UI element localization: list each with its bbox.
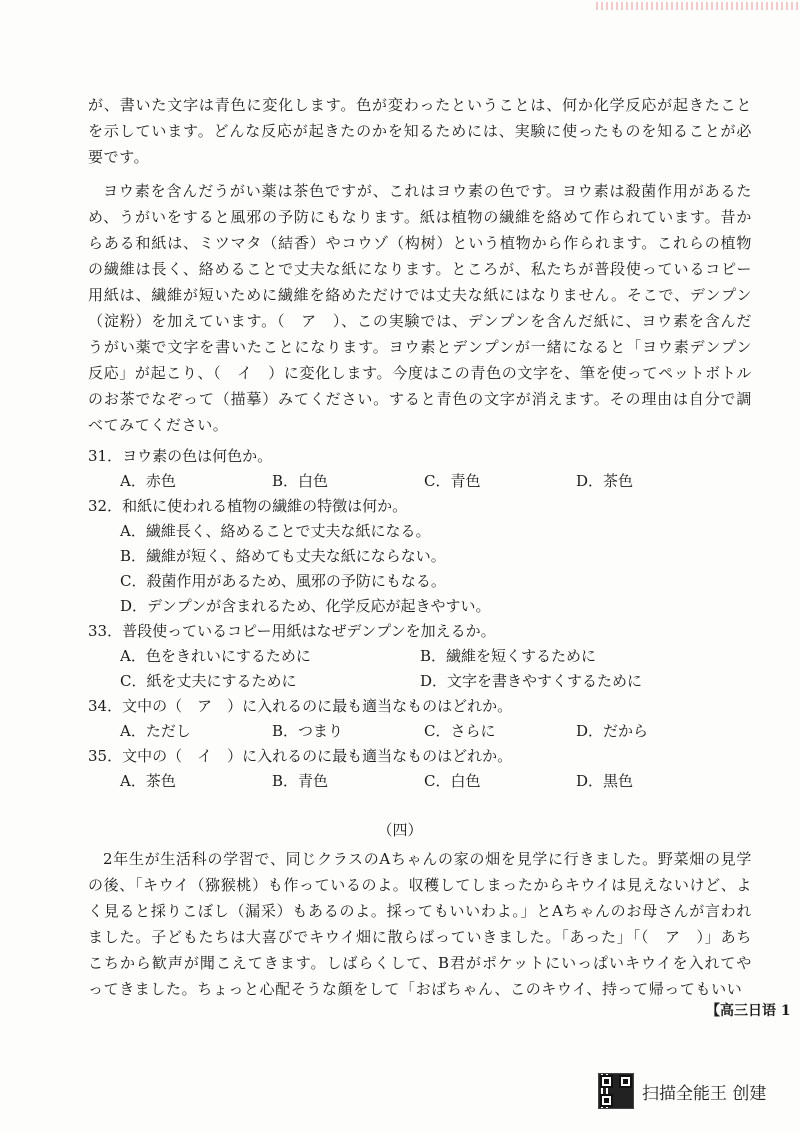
- option-d: D．黒色: [576, 772, 634, 790]
- question-32: [88, 494, 768, 619]
- option-c: C．殺菌作用があるため、風邪の予防にもなる。: [120, 572, 446, 590]
- question-stem: 34．文中の（ ア ）に入れるのに最も適当なものはどれか。: [88, 697, 513, 715]
- option-c: C．青色: [424, 472, 481, 490]
- option-d: D．だから: [576, 722, 649, 740]
- option-d: D．茶色: [576, 472, 634, 490]
- option-row: [120, 669, 768, 694]
- option-b: B．青色: [272, 772, 329, 790]
- option-a: A．繊維長く、絡めることで丈夫な紙になる。: [120, 522, 431, 540]
- reading-passage-4: [88, 846, 752, 1002]
- question-stem: 33．普段使っているコピー用紙はなぜデンプンを加えるか。: [88, 622, 496, 640]
- question-33: [88, 619, 768, 694]
- option-d: D．デンプンが含まれるため、化学反応が起きやすい。: [120, 597, 491, 615]
- qr-code-icon: [598, 1073, 634, 1109]
- option-row: [120, 644, 768, 669]
- option-c: C．さらに: [424, 722, 496, 740]
- reading-passage: [88, 92, 752, 438]
- question-35: [88, 744, 768, 794]
- option-c: C．白色: [424, 772, 481, 790]
- passage-4-paragraph-1: 2年生が生活科の学習で、同じクラスのAちゃんの家の畑を見学に行きました。野菜畑の見学の後、「キウイ（猕猴桃）も作っているのよ。収穫してしまったからキウイは見えないけど、よく見ると採りこぼし（漏采）もあるのよ。採ってもいいわよ。」とAちゃんのお母さんが言われました。子どもたちは大喜びでキウイ畑に散らばっていきました。「あった」「（ ア ）」あちこちから歓声が聞こえてきます。しばらくして、B君がポケットにいっぱいキウイを入れてやってきました。ちょっと心配そうな顔をして「おばちゃん、このキウイ、持って帰ってもいい: [88, 850, 752, 998]
- section-heading: （四）: [377, 821, 423, 839]
- question-stem: 31．ヨウ素の色は何色か。: [88, 447, 273, 465]
- option-b: B．繊維を短くするために: [420, 647, 597, 665]
- question-31: [88, 444, 768, 494]
- watermark-text: 扫描全能王 创建: [642, 1083, 767, 1104]
- option-row: [120, 469, 768, 494]
- option-b: B．つまり: [272, 722, 344, 740]
- option-row: [120, 769, 768, 794]
- scanner-watermark: [598, 1073, 766, 1109]
- option-column: [120, 519, 768, 619]
- option-a: A．茶色: [120, 772, 176, 790]
- option-c: C．紙を丈夫にするために: [120, 672, 297, 690]
- question-stem: 35．文中の（ イ ）に入れるのに最も適当なものはどれか。: [88, 747, 513, 765]
- question-34: [88, 694, 768, 744]
- question-stem: 32．和紙に使われる植物の繊維の特徴は何か。: [88, 497, 408, 515]
- option-b: B．白色: [272, 472, 329, 490]
- option-a: A．赤色: [120, 472, 176, 490]
- scan-edge-mark: [596, 2, 800, 10]
- option-row: [120, 719, 768, 744]
- passage-paragraph-1: が、書いた文字は青色に変化します。色が変わったということは、何か化学反応が起きたことを示しています。どんな反応が起きたのかを知るためには、実験に使ったものを知ることが必要です。: [88, 96, 752, 166]
- exam-footer-tag: 【高三日语 1: [706, 1003, 791, 1019]
- option-b: B．繊維が短く、絡めても丈夫な紙にならない。: [120, 547, 446, 565]
- passage-paragraph-2: ヨウ素を含んだうがい薬は茶色ですが、これはヨウ素の色です。ヨウ素は殺菌作用があるため、うがいをすると風邪の予防にもなります。紙は植物の繊維を絡めて作られています。昔からある和紙は、ミツマタ（結香）やコウゾ（构树）という植物から作られます。これらの植物の繊維は長く、絡めることで丈夫な紙になります。ところが、私たちが普段使っているコピー用紙は、繊維が短いために繊維を絡めただけでは丈夫な紙にはなりません。そこで、デンプン（淀粉）を加えています。（ ア ）、この実験では、デンプンを含んだ紙に、ヨウ素を含んだうがい薬で文字を書いたことになります。ヨウ素とデンプンが一緒になると「ヨウ素デンプン反応」が起こり、（ イ ）に変化します。今度はこの青色の文字を、筆を使ってペットボトルのお茶でなぞって（描摹）みてください。すると青色の文字が消えます。その理由は自分で調べてみてください。: [88, 182, 752, 434]
- question-list: [88, 444, 768, 794]
- option-d: D．文字を書きやすくするために: [420, 672, 643, 690]
- option-a: A．色をきれいにするために: [120, 647, 311, 665]
- option-a: A．ただし: [120, 722, 191, 740]
